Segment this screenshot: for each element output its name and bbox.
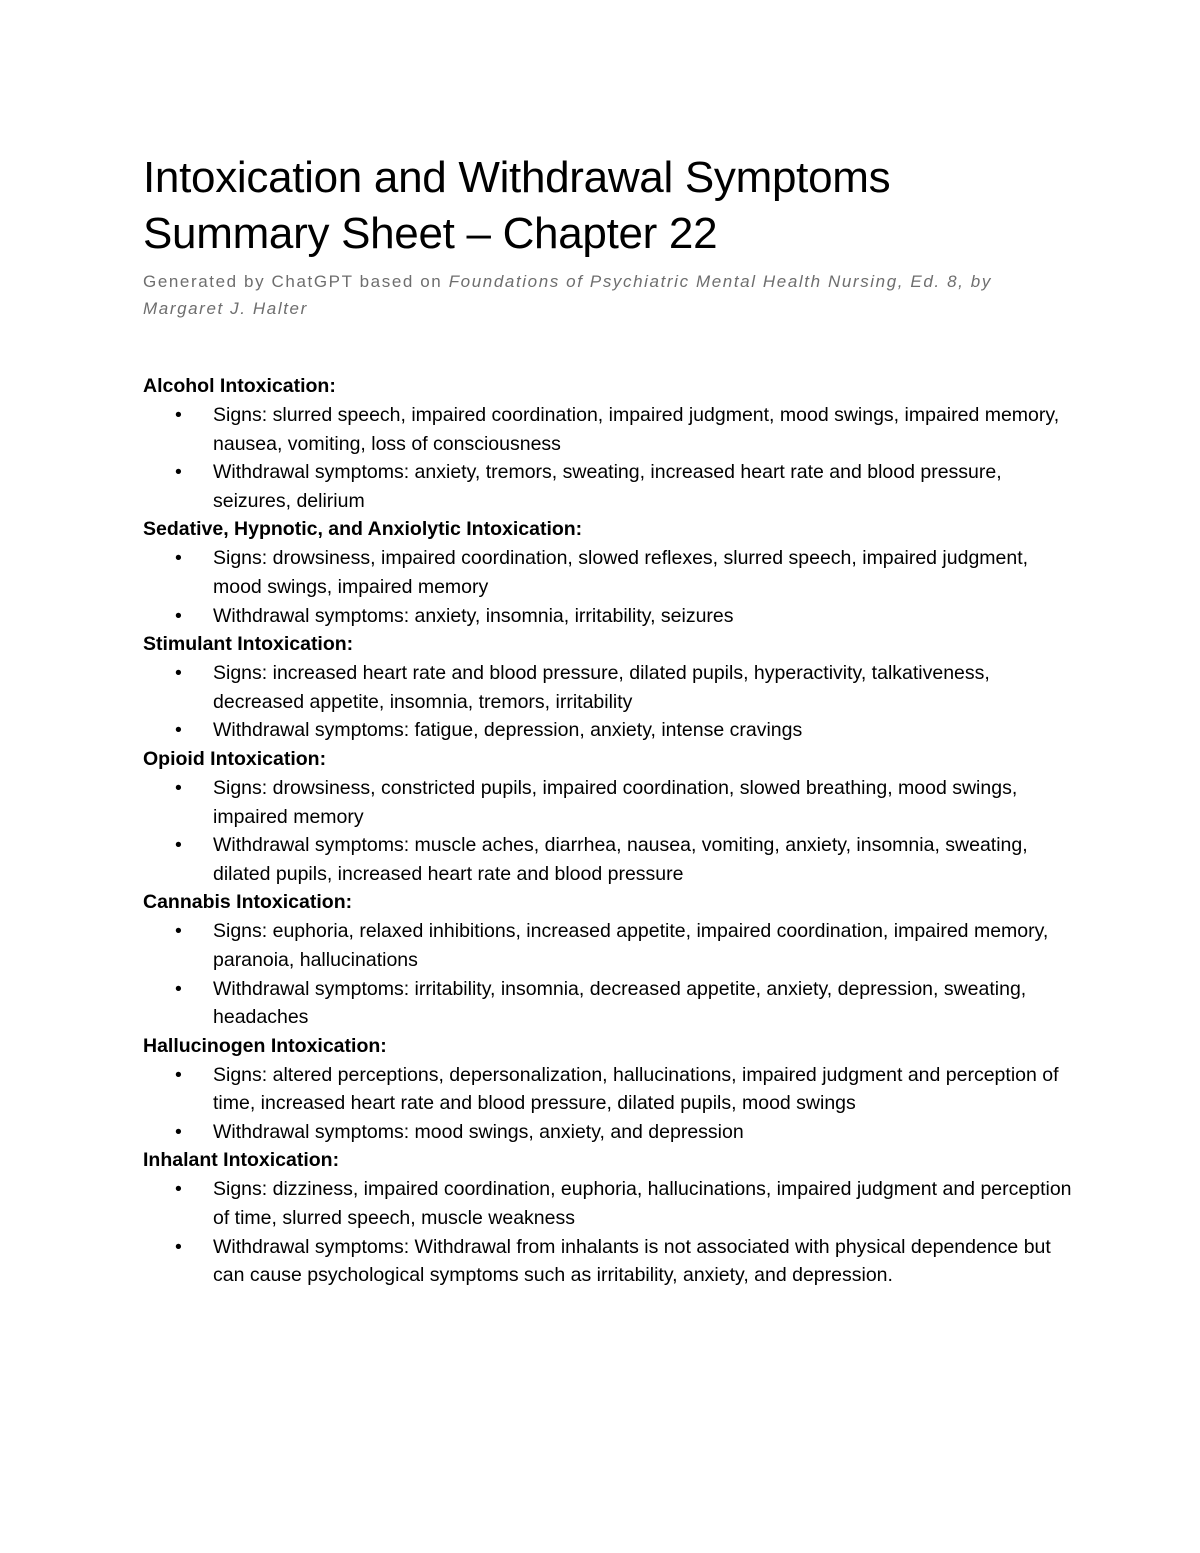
document-title [143,150,1073,262]
bullet-list [143,1061,1073,1147]
list-item [143,716,1073,745]
section-heading: Opioid Intoxication: [143,747,327,770]
list-item [143,401,1073,458]
list-item-text: Signs: drowsiness, impaired coordination, slowed reflexes, slurred speech, impaired judgment, mood swings, impaired memory [213,547,1029,598]
bullet-icon: • [175,404,182,426]
sections-container [143,372,1073,1290]
bullet-list [143,659,1073,745]
section-heading: Stimulant Intoxication: [143,633,354,656]
section-heading: Alcohol Intoxication: [143,375,336,397]
list-item-text: Signs: euphoria, relaxed inhibitions, increased appetite, impaired coordination, impaired memory, paranoia, hallucinations [213,920,1049,971]
bullet-icon: • [175,1178,182,1201]
bullet-icon: • [175,461,182,484]
title-line-2: Summary Sheet – Chapter 22 [143,209,718,258]
section-heading: Inhalant Intoxication: [143,1149,340,1172]
list-item-text: Withdrawal symptoms: anxiety, tremors, sweating, increased heart rate and blood pressure, seizures, delirium [213,461,1002,512]
list-item-text: Signs: drowsiness, constricted pupils, impaired coordination, slowed breathing, mood swings, impaired memory [213,776,1018,828]
list-item [143,458,1073,515]
bullet-icon: • [175,920,182,943]
list-item [143,774,1073,831]
list-item-text: Signs: altered perceptions, depersonalization, hallucinations, impaired judgment and perception of time, increased heart rate and blood pressure, dilated pupils, mood swings [213,1063,1059,1115]
list-item-text: Withdrawal symptoms: Withdrawal from inhalants is not associated with physical dependence but can cause psychological symptoms such as irritability, anxiety, and depression. [213,1235,1051,1287]
bullet-icon: • [175,547,182,570]
section-sedative [143,515,1073,630]
bullet-icon: • [175,1235,182,1258]
list-item [143,1175,1073,1232]
section-hallucinogen [143,1032,1073,1147]
list-item [143,1061,1073,1118]
section-alcohol [143,372,1073,515]
title-line-1: Intoxication and Withdrawal Symptoms [143,153,891,202]
list-item [143,659,1073,716]
bullet-icon: • [175,1120,182,1143]
list-item [143,544,1073,601]
bullet-icon: • [175,1063,182,1086]
section-cannabis [143,888,1073,1031]
bullet-icon: • [175,719,182,742]
list-item [143,1233,1073,1290]
list-item-text: Signs: increased heart rate and blood pressure, dilated pupils, hyperactivity, talkativeness, decreased appetite, insomnia, tremors, irritability [213,662,990,713]
bullet-icon: • [175,604,182,627]
list-item-text: Withdrawal symptoms: muscle aches, diarrhea, nausea, vomiting, anxiety, insomnia, sweating, dilated pupils, increased heart rate and blood pressure [213,834,1028,885]
bullet-list [143,544,1073,630]
bullet-list [143,774,1073,888]
section-inhalant [143,1146,1073,1289]
list-item [143,975,1073,1032]
bullet-list [143,917,1073,1031]
bullet-icon: • [175,662,182,685]
list-item [143,1118,1073,1147]
list-item [143,917,1073,974]
document-subtitle [143,268,1073,322]
section-heading: Sedative, Hypnotic, and Anxiolytic Intoxication: [143,518,583,541]
subtitle-prefix: Generated by ChatGPT based on [143,272,449,291]
bullet-icon: • [175,977,182,1000]
list-item-text: Withdrawal symptoms: mood swings, anxiety, and depression [213,1120,744,1143]
section-stimulant [143,630,1073,745]
list-item [143,602,1073,631]
list-item-text: Withdrawal symptoms: irritability, insomnia, decreased appetite, anxiety, depression, sweating, headaches [213,977,1027,1029]
section-heading: Cannabis Intoxication: [143,891,353,914]
subtitle-source: Foundations of Psychiatric Mental Health Nursing, Ed. 8, by Margaret J. Halter [143,272,992,318]
section-heading: Hallucinogen Intoxication: [143,1034,387,1057]
list-item-text: Withdrawal symptoms: fatigue, depression, anxiety, intense cravings [213,719,803,742]
bullet-icon: • [175,834,182,857]
bullet-icon: • [175,776,182,799]
document-page [143,150,1073,1290]
section-opioid [143,745,1073,888]
bullet-list [143,1175,1073,1289]
list-item-text: Withdrawal symptoms: anxiety, insomnia, irritability, seizures [213,604,734,627]
list-item [143,831,1073,888]
list-item-text: Signs: slurred speech, impaired coordination, impaired judgment, mood swings, impaired memory, nausea, vomiting, loss of consciousness [213,404,1060,455]
bullet-list [143,401,1073,515]
list-item-text: Signs: dizziness, impaired coordination, euphoria, hallucinations, impaired judgment and perception of time, slurred speech, muscle weakness [213,1178,1072,1230]
